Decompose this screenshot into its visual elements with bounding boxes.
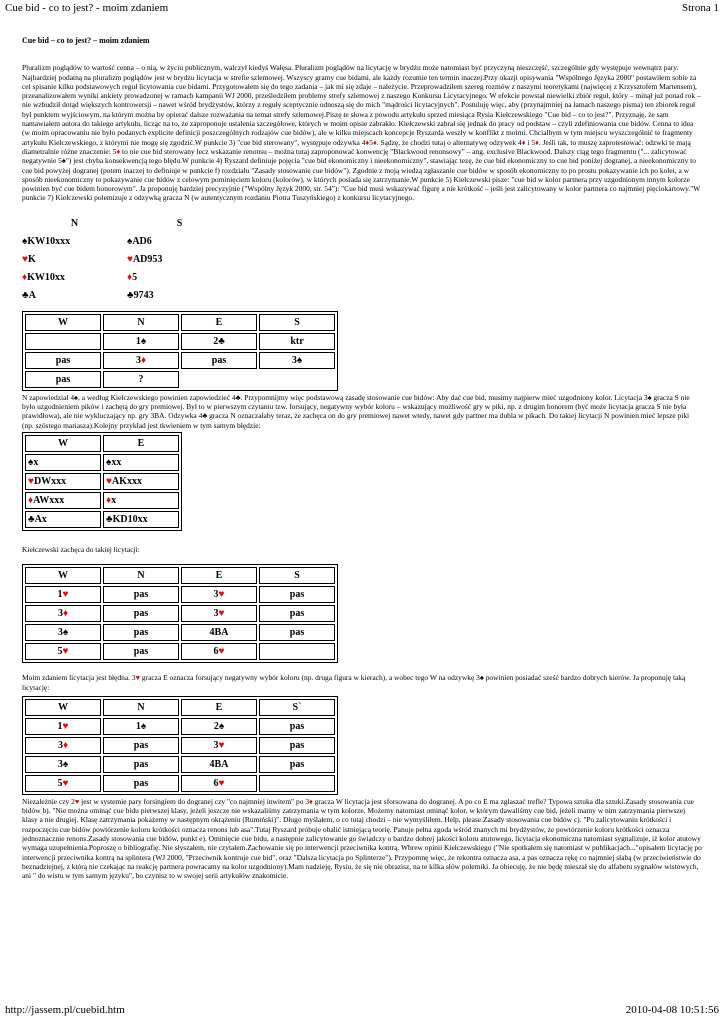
heart-icon: ♥ [62,777,69,789]
paragraph-intro [22,63,702,202]
spade-icon: ♠ [140,335,147,347]
auction-header: S [259,567,335,584]
text: . Sądzę, że chodzi tutaj o alternatywę odzywek 4 [376,137,522,147]
auction-header: E [181,567,257,584]
hand-cell: ♦AWxxx [25,492,101,509]
club-icon: ♣ [28,513,35,525]
spade-icon: ♠ [61,156,66,166]
auction-cell: 6♥ [181,643,257,660]
spade-icon: ♠ [22,235,28,247]
text: i 5 [525,137,536,147]
auction-cell: pas [259,624,335,641]
hand-cell: ♣Ax [25,511,101,528]
article-title: Cue bid – co to jest? – moim zdaniem [22,36,150,45]
diamond-icon: ♦ [140,354,147,366]
auction-cell: ? [103,371,179,388]
text: jest w systemie pary forsingiem do dogranej czy "co najmniej inwitem" po 3 [79,796,310,806]
hand-cards: 9743 [133,289,154,301]
heart-icon: ♥ [28,475,34,487]
text: gracza W licytacja jest sforsowana do dogranej. A po co E ma zgłaszać trefle? Typowa sztuka dla sztuki.Zasady stosowania cue bidów b). "Nie można ominąć cue bidu pierwszej klasy, jeżeli jeszcze nie wskazaliśmy zatrzymania w tym kolorze. Możemy natomiast ominąć kolor, w którym dawaliśmy cue bid, jeżeli mamy w nim zatrzymania pierwszej klasy a nie drugiej. Klasę zatrzymania pokażemy w następnym okrążeniu (Rumiński)". Długo myślałem, o co tutaj chodzi – nie wymyśliłem. Help, please.Zasady stosowania cue bidów c). "Po zalicytowaniu krótkości i rozpoczęciu cue bidów powtórzenie koloru krótkości oznacza renons lub asa".Tutaj Ryszard próbuje obalić istniejącą teorię. Panuje pełna zgoda wśród znanych mi brydżystów, że powtórzenie koloru krótkości oznacza jednoznacznie renons.Zasady stosowania cue bidów, punkt e). Ominięcie cue bidu, a następnie zalicytowanie go świadczy o bardzo dobrej jakości koloru atutowego, licytacja ekonomiczna natomiast sygnalizuje, iż kolor atutowy wymaga uzupełnienia.Poproszę o bibliografię. Nie słyszałem, nie czytałem.Zachowanie się po interwencji przeciwnika kontrą. Wbrew opinii Kiełczewskiego ("Nie spotkałem się natomiast w publikacjach..."opisałem licytację po interwencji przeciwnika kontrą na splintera (WJ 2000, "Przeciwnik kontruje cue bid", oraz "Dalsza licytacja po Splinterze"). Przypomnę więc, że rekontra oznacza asa, a pas oznacza rękę co najmniej słabą (w przeciwieństwie do beznadziejnej, z którą nie czekając na reakcję partnera powracamy na kolor uzgodniony).Mam nadzieję, Rysiu, że się nie obrazisz, na te kilka słów polemiki. Ja obiecuję, że nie będę mieszał się do alfabetu sygnałów wistowych, ani " do wistu w tym samym języku", bo czynisz to w swojej serii artykułów znakomicie. [22,796,702,881]
club-icon: ♣ [235,392,241,402]
text: 5 [369,137,373,147]
auction-table-2 [22,564,338,663]
hand-cards: A [28,289,36,301]
paragraph-4 [22,673,702,692]
text: Niezależnie czy 2 [22,796,75,806]
footer-url: http://jassem.pl/cuebid.htm [5,1004,125,1016]
auction-cell: pas [259,605,335,622]
text: gracza E oznacza forsujący negatywny wybór koloru (np. druga figura w kierach), a wobec tego W na odzywkę 3 [140,673,480,683]
auction-cell: 1♥ [25,586,101,603]
auction-cell: pas [181,352,257,369]
club-icon: ♣ [218,335,225,347]
heart-icon: ♥ [106,475,112,487]
auction-cell: pas [259,756,335,773]
diamond-icon: ♦ [127,271,133,283]
hand-cell: ♣KD10xx [103,511,179,528]
diamond-icon: ♦ [535,137,539,147]
hand-cell: ♥DWxxx [25,473,101,490]
diamond-icon: ♦ [22,271,28,283]
spade-icon: ♠ [218,720,225,732]
hand-cell: ♦x [103,492,179,509]
text: . Przypomnijmy więc podstawową zasadę stosowanie cue bidów: Aby dać cue bid, musimy najpierw mieć uzgodniony kolor. Licytacja 3 [240,392,648,402]
auction-cell: pas [259,586,335,603]
diamond-icon: ♦ [62,739,69,751]
auction-cell: 2♠ [181,718,257,735]
header-title: Cue bid - co to jest? - moim zdaniem [5,2,169,14]
auction-cell [259,775,335,792]
hand-header-w: W [25,435,101,452]
footer-timestamp: 2010-04-08 10:51:56 [625,1004,719,1016]
auction-cell [259,371,335,388]
spade-icon: ♠ [140,720,147,732]
club-icon: ♣ [106,513,113,525]
spade-icon: ♠ [296,354,303,366]
diamond-icon: ♦ [365,137,370,147]
hand-cards: AD953 [132,253,163,265]
heart-icon: ♥ [127,253,133,265]
hand-cards: KW10xx [27,271,65,283]
auction-table-1 [22,311,338,391]
diamond-icon: ♦ [372,137,377,147]
auction-header: N [103,314,179,331]
text: gracza N oznaczałaby teraz, że zachęca on do gry premiowej nawet wtedy, nawet gdy partner ma dubla w pikach. Do takiej licytacji N powinien mieć lepsze piki (np. szóstego mariasza).Kolejny przykład jest tkwieniem w tym samym błędzie: [22,411,690,430]
club-icon: ♣ [22,289,29,301]
spade-icon: ♠ [479,673,484,683]
heart-icon: ♥ [218,777,225,789]
text: Moim zdaniem licytacja jest błędna. 3 [22,673,136,683]
auction-cell: 5♥ [25,643,101,660]
auction-cell: pas [103,643,179,660]
header-page-number: Strona 1 [682,2,719,14]
auction-cell: 3♦ [25,605,101,622]
auction-cell: 3♠ [259,352,335,369]
spade-icon: ♠ [106,456,112,468]
auction-header: S [259,314,335,331]
text: . Jeśli tak, to muszę zaprotestować: odzwki te mają diametralnie różne znaczenie: 5 [22,137,691,156]
heart-icon: ♥ [218,589,225,601]
auction-header: S` [259,699,335,716]
page-footer [5,1004,719,1020]
heart-icon: ♥ [218,646,225,658]
paragraph-3: Kiełczewski zachęca do takiej licytacji: [22,544,140,554]
auction-cell: pas [103,775,179,792]
auction-cell: pas [25,352,101,369]
hand-cards: KW10xxx [27,235,71,247]
auction-header: E [181,314,257,331]
spade-icon: ♠ [28,456,34,468]
auction-cell [25,333,101,350]
auction-header: W [25,567,101,584]
diamond-icon: ♦ [116,146,121,156]
auction-cell: 4BA [181,624,257,641]
text: N zapowiedział 4 [22,392,75,402]
hand-cell: ♠x [25,454,101,471]
auction-cell: ktr [259,333,335,350]
heart-icon: ♥ [74,796,80,806]
auction-header: N [103,567,179,584]
auction-cell: 3♠ [25,624,101,641]
text: to nie cue bid sterowany lecz wskazanie renonsu – można tutaj zaproponować konwencję "Blackwood renonsowy" – ang. exclusive Blackwood. Dalszy ciąg tego fragmentu ("... zalicytować negatywnie 5 [22,146,687,166]
auction-cell: 1♠ [103,333,179,350]
auction-cell: 3♥ [181,605,257,622]
auction-cell [259,643,335,660]
text: Pluralizm poglądów to wartość cenna – o nią, w życiu publicznym, walczył kiedyś Wałęsa. Pluralizm poglądów na licytację w brydżu może natomiast być przyczyną nieszczęść, szczególnie gdy występuje wewnątrz pary. Najbardziej podatną na pluralizm poglądów jest w brydżu licytacja w strefie szlemowej. Wszyscy gramy cue bidami, ale każdy rozumie ten termin inaczej.Przy okazji opisywania "Wspólnego Języka 2000" postawiłem sobie za cel spisanie kilku podstawowych reguł licytowania cue bidami. Przygotowałem się do tego zadania – jak mi się zdaje – należycie. Przeprowadziłem szereg rozmów z naszymi teoretykami (najwięcej z Krzysztofem Martensem), przeanalizowałem wyniki ankiety prowadzonej w ramach kampanii WJ 2000, prześledziłem problemy strefy szlemowej z naszego Konkursu Licytacyjnego. W efekcie powstał niewielki zbiór reguł, który – minął już ponad rok – nie wzbudził dotąd większych kontrowersji – nawet wśród brydżystów, którzy z reguły sceptycznie odnoszą się do mich "mądrości licytacyjnych". Postuluję więc, aby (przynajmniej na łamach naszego pisma) ten zbiorek reguł był punktem wyjściowym, na którym można by opierać dalsze rozważania na temat strefy szlemowej.Piszę te słowa z powodu artykułu sprzed miesiąca Rysia Kiełczewskiego "Cue bid – co to jest?". Przyznaję, że sam namawiałem autora do takiego artykułu, licząc na to, że zaproponuje ustalenia szczegółowe, których w moim opisie zabrakło. Kiełczewski zabrał się jednak do pracy od podstaw – czyli zdefiniowania cue bidów. Cenna to idea (w moim opracowaniu nie było podanych explicite definicji poszczególnych rodzajów cue bidów), ale w kilku miejscach koncepcje Ryszarda weszły w konflikt z moimi. Chciałbym w tym miejscu wyszczególnić te fragmenty artykułu Kiełczewskiego, z którymi nie mogę się zgodzić.W punkcie 3) "cue bid sterowany", występuje odzywka 4 [22,63,701,147]
auction-header: N [103,699,179,716]
spade-icon: ♠ [62,627,69,639]
auction-cell [181,371,257,388]
auction-cell: pas [103,737,179,754]
text: , a według Kiełczewskiego powinien zapowiedzieć 4 [78,392,236,402]
auction-cell: 4BA [181,756,257,773]
heart-icon: ♥ [62,720,69,732]
auction-cell: pas [103,605,179,622]
hand-diagram-ns [22,215,702,305]
hand-cards: 5 [132,271,138,283]
heart-icon: ♥ [22,253,28,265]
text: gracza S nie było uzgodnieniem pików i zachętą do gry premiowej. Był to w pierwszym czytaniu tzw. forsujący, negatywny wybór koloru – wskazujący możliwość gry w piki, np. z drugim honorem (być może licytacja gracza S nie była prawidłowa), ale nie wykluczający np. gry 3BA. Odzywka 4 [22,392,690,421]
diamond-icon: ♦ [28,494,34,506]
diamond-icon: ♦ [521,137,526,147]
spade-icon: ♠ [74,392,78,402]
club-icon: ♣ [127,289,134,301]
auction-cell: 2♣ [181,333,257,350]
page-header [5,2,719,18]
paragraph-2 [22,393,702,430]
auction-cell: pas [103,586,179,603]
heart-icon: ♥ [62,646,69,658]
auction-cell: pas [259,718,335,735]
auction-header: W [25,314,101,331]
spade-icon: ♠ [127,235,133,247]
diamond-icon: ♦ [309,796,313,806]
club-icon: ♣ [202,411,208,421]
hand-cell: ♠xx [103,454,179,471]
auction-header: E [181,699,257,716]
heart-icon: ♥ [135,673,141,683]
auction-cell: 6♥ [181,775,257,792]
paragraph-5 [22,797,702,881]
auction-cell: pas [103,756,179,773]
hand-cards: AD6 [132,235,152,247]
heart-icon: ♥ [218,739,225,751]
auction-cell: 1♠ [103,718,179,735]
auction-cell: 1♥ [25,718,101,735]
hand-table-we [22,432,182,531]
hand-cards: K [27,253,36,265]
auction-cell: pas [25,371,101,388]
heart-icon: ♥ [62,589,69,601]
article-content [22,36,702,893]
hand-header-e: E [103,435,179,452]
auction-cell: 3♥ [181,586,257,603]
heart-icon: ♥ [218,608,225,620]
auction-header: W [25,699,101,716]
text: powinien posiadać sześć bardzo dobrych kierów. Ja proponuję taką licytację: [22,673,686,692]
hand-header-s: S [176,217,183,229]
diamond-icon: ♦ [106,494,112,506]
auction-cell: 3♠ [25,756,101,773]
auction-table-3 [22,696,338,795]
hand-cell: ♥AKxxx [103,473,179,490]
auction-cell: 3♥ [181,737,257,754]
auction-cell: 3♦ [25,737,101,754]
auction-cell: 5♥ [25,775,101,792]
auction-cell: pas [259,737,335,754]
spade-icon: ♠ [62,758,69,770]
spade-icon: ♠ [647,392,652,402]
diamond-icon: ♦ [62,608,69,620]
auction-cell: 3♦ [103,352,179,369]
auction-cell: pas [103,624,179,641]
text: ") jest chyba konsekwencją tego błędu.W punkcie 4) Ryszard definiuje pojęcia "cue bid ekonomiczny i nieekonomiczny", stawiając tezę, że cue bid ekonomiczny to cue bid poniżej dogranej, a nieekonomiczny to cue bid powyżej dogranej (potem inaczej to definiuje w punkcie f) rozdziału "Zasady stosowanie cue bidów"). Zgodnie z moją wiedzą zgłaszanie cue bidów w sposób ekonomiczny to po prostu pokazywanie ich po kolei, a w sposób nieekonomiczny to pokazywanie cue bidów z celowym pominięciem koloru (kolorów), w których posiada się zatrzymanie.W punkcie 5) Kiełczewski pisze: "cue bid w kolor partnera przy uzgodnionym innym kolorze powinien być cue bidem honorowym". Ja proponuję bardziej precyzyjnie ("Wspólny Język 2000, str. 54"): "Cue bid musi wskazywać figurę a nie krótkość – jeśli jest zalicytowany w kolor partnera co najmniej pięciokartowy."W punkcie 7) Kiełczewski polemizuje z odzywką gracza N (w autentycznym rozdaniu Piotra Tuszyńskiego) z konkursu licytacyjnego. [22,156,701,203]
hand-header-n: N [70,217,79,229]
